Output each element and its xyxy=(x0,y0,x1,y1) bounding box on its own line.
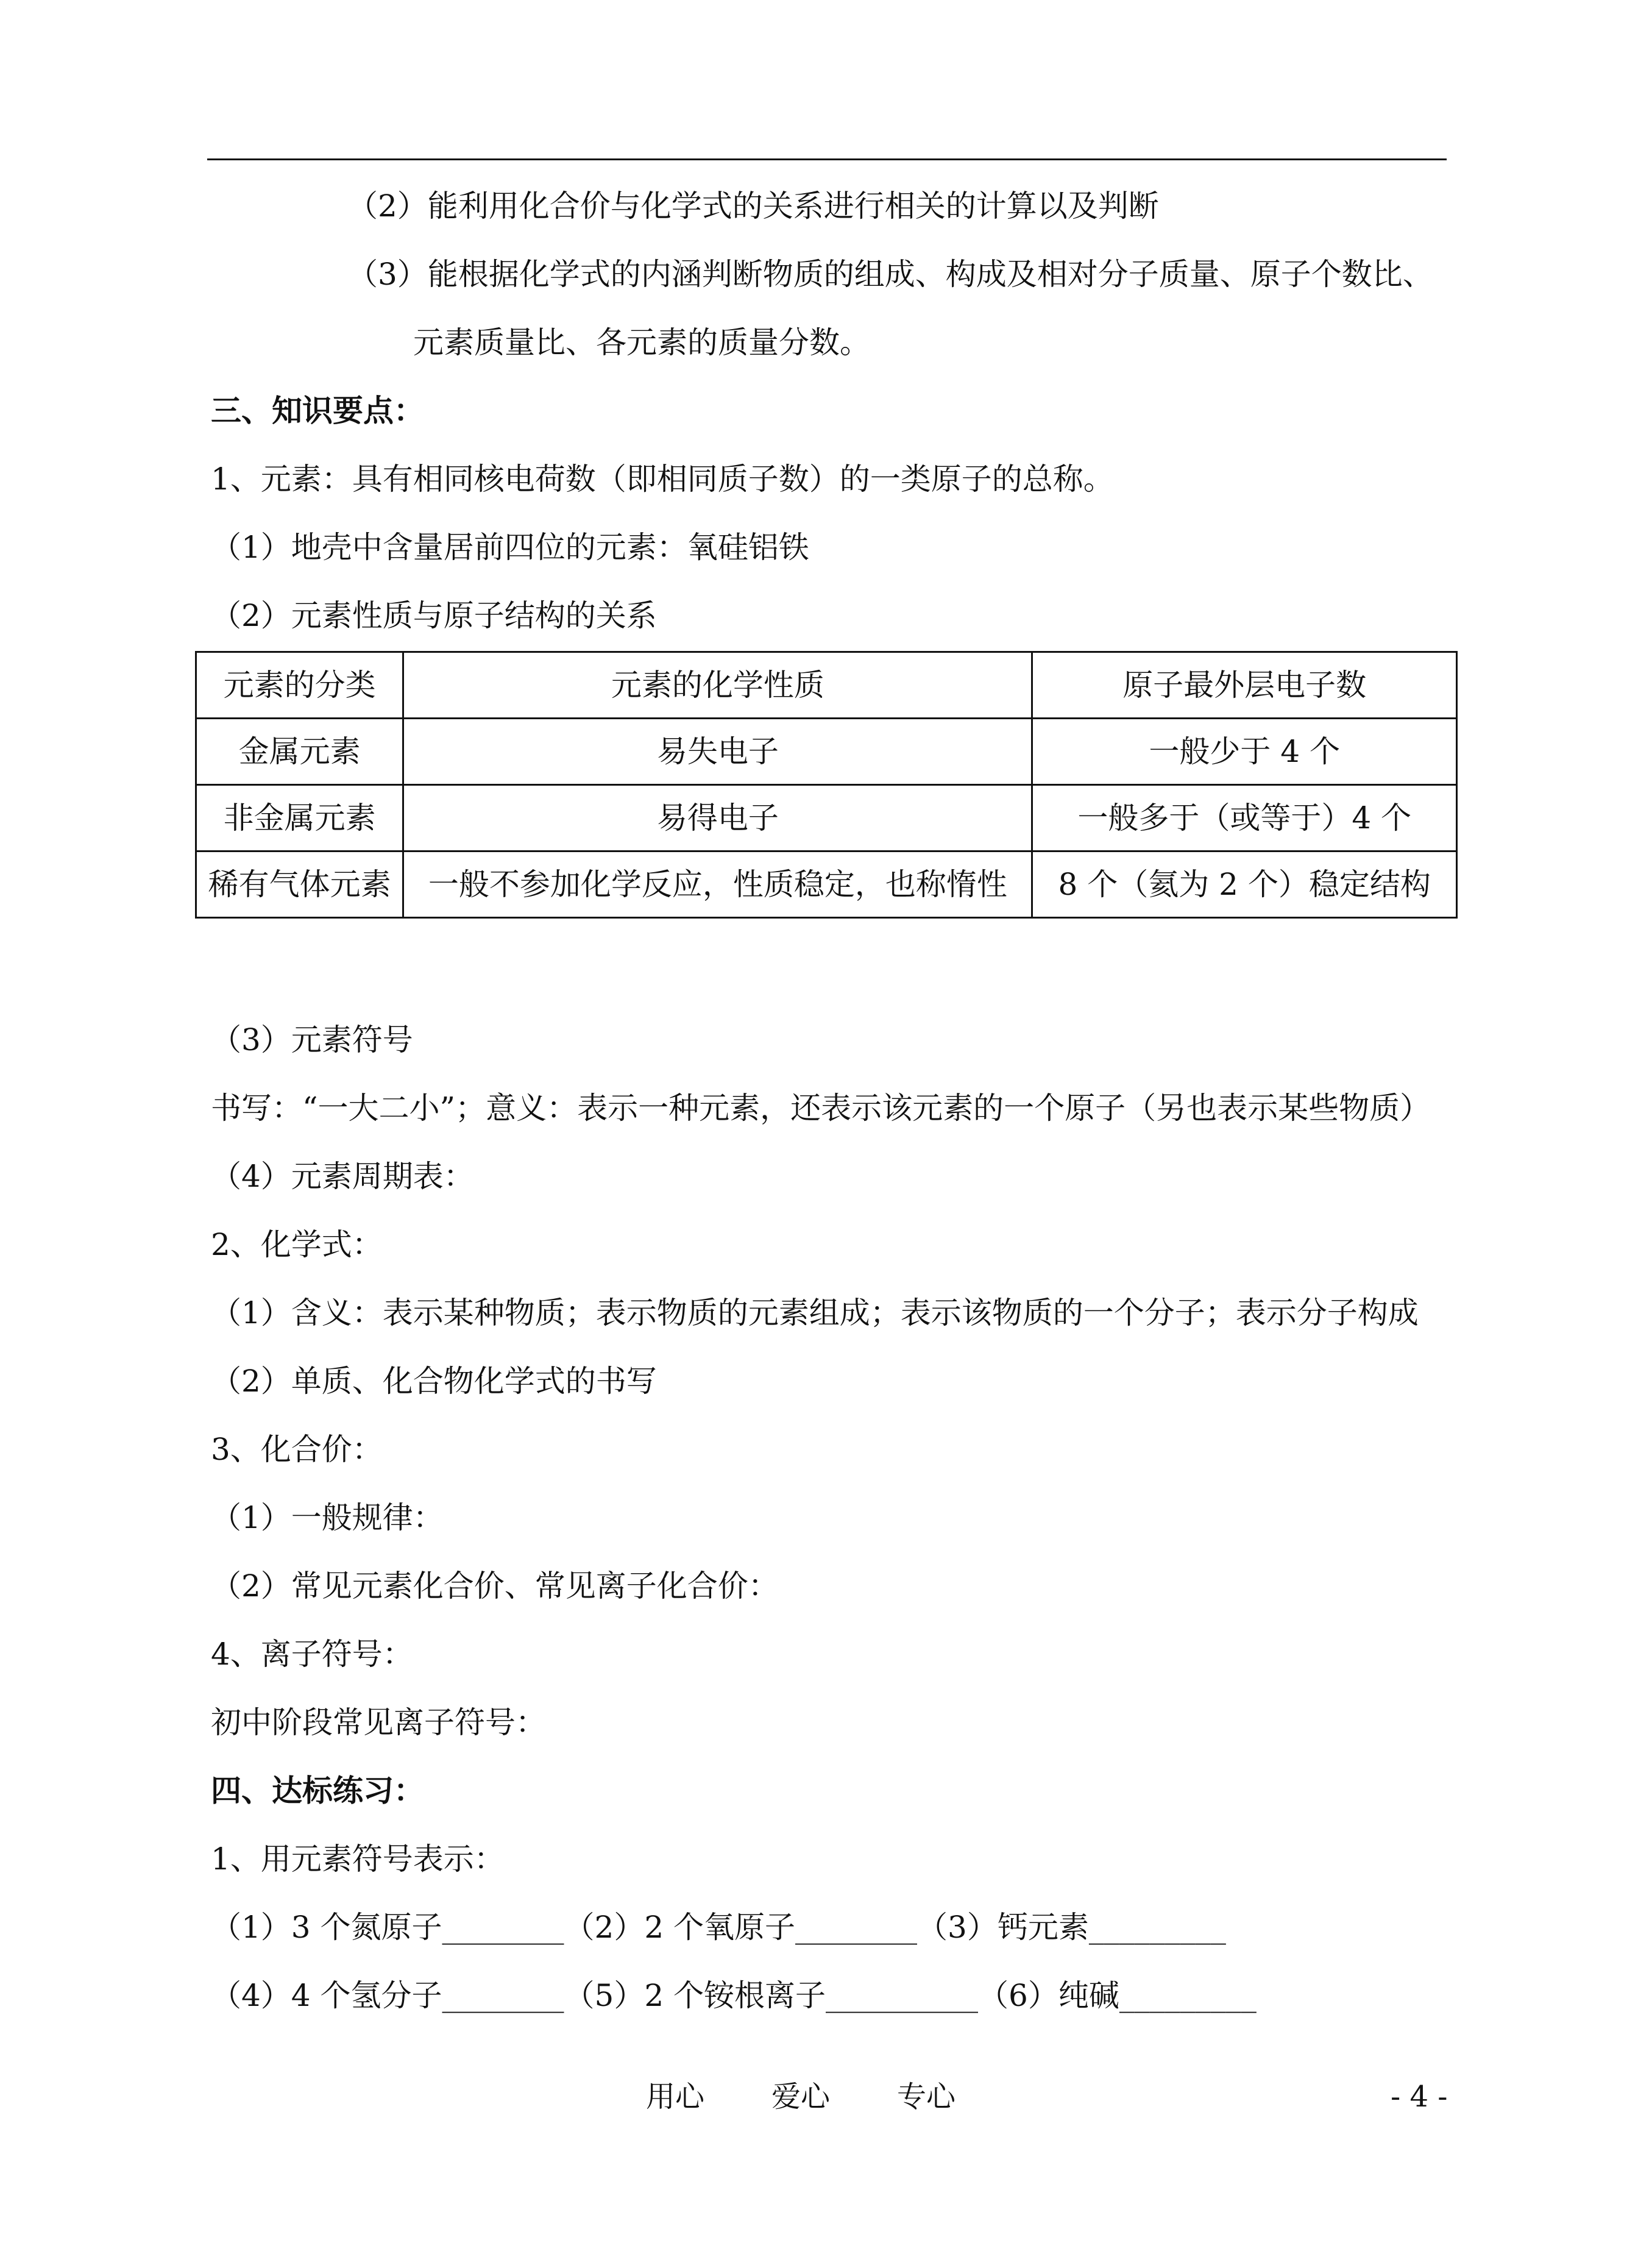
table-header-cell: 原子最外层电子数 xyxy=(1032,652,1457,719)
table-header-cell: 元素的分类 xyxy=(196,652,403,719)
point-4-text: 初中阶段常见离子符号： xyxy=(211,1705,546,1740)
point-4: 4、离子符号： xyxy=(211,1637,413,1672)
footer-item: 爱心 xyxy=(771,2080,831,2114)
element-properties-table xyxy=(195,651,1458,919)
point-1-3: （3）元素符号 xyxy=(211,1022,413,1058)
point-3: 3、化合价： xyxy=(211,1432,383,1467)
table-cell: 一般少于 4 个 xyxy=(1032,719,1457,785)
table-header-row xyxy=(196,652,1457,719)
section-4-heading: 四、达标练习： xyxy=(211,1772,424,1808)
table-header-cell: 元素的化学性质 xyxy=(403,652,1032,719)
point-1-1: （1）地壳中含量居前四位的元素：氧硅铝铁 xyxy=(211,530,809,565)
footer-motto xyxy=(646,2078,1023,2115)
point-3-2: （2）常见元素化合价、常见离子化合价： xyxy=(211,1568,779,1604)
table-cell: 一般不参加化学反应，性质稳定，也称惰性 xyxy=(403,851,1032,918)
table-cell: 易失电子 xyxy=(403,719,1032,785)
objective-3-continued: 元素质量比、各元素的质量分数。 xyxy=(413,325,870,360)
footer-item: 专心 xyxy=(897,2080,956,2114)
objective-2: （2）能利用化合价与化学式的关系进行相关的计算以及判断 xyxy=(347,188,1159,224)
exercise-1-row-2: （4）4 个氢分子________（5）2 个铵根离子__________（6）纯碱_________ xyxy=(211,1978,1257,2013)
section-3-heading: 三、知识要点： xyxy=(211,393,424,428)
point-1-2: （2）元素性质与原子结构的关系 xyxy=(211,598,657,633)
table-cell: 易得电子 xyxy=(403,785,1032,851)
page-number: - 4 - xyxy=(1391,2080,1448,2114)
footer-item: 用心 xyxy=(646,2080,705,2114)
exercise-1: 1、用元素符号表示： xyxy=(211,1841,505,1877)
point-1: 1、元素：具有相同核电荷数（即相同质子数）的一类原子的总称。 xyxy=(211,461,1114,497)
point-3-1: （1）一般规律： xyxy=(211,1500,444,1535)
exercise-1-row-1: （1）3 个氮原子________（2）2 个氧原子________（3）钙元素_________ xyxy=(211,1910,1226,1945)
point-2-1: （1）含义：表示某种物质；表示物质的元素组成；表示该物质的一个分子；表示分子构成 xyxy=(211,1295,1419,1331)
table-row xyxy=(196,719,1457,785)
point-1-4: （4）元素周期表： xyxy=(211,1159,474,1194)
table-cell: 非金属元素 xyxy=(196,785,403,851)
table-row xyxy=(196,851,1457,918)
header-rule xyxy=(207,158,1447,160)
point-2: 2、化学式： xyxy=(211,1227,383,1262)
table-cell: 稀有气体元素 xyxy=(196,851,403,918)
table-row xyxy=(196,785,1457,851)
table-cell: 一般多于（或等于）4 个 xyxy=(1032,785,1457,851)
table-cell: 金属元素 xyxy=(196,719,403,785)
objective-3: （3）能根据化学式的内涵判断物质的组成、构成及相对分子质量、原子个数比、 xyxy=(347,257,1433,292)
point-2-2: （2）单质、化合物化学式的书写 xyxy=(211,1363,657,1399)
point-1-3-text: 书写：“一大二小”；意义：表示一种元素，还表示该元素的一个原子（另也表示某些物质） xyxy=(211,1090,1431,1126)
table-cell: 8 个（氦为 2 个）稳定结构 xyxy=(1032,851,1457,918)
